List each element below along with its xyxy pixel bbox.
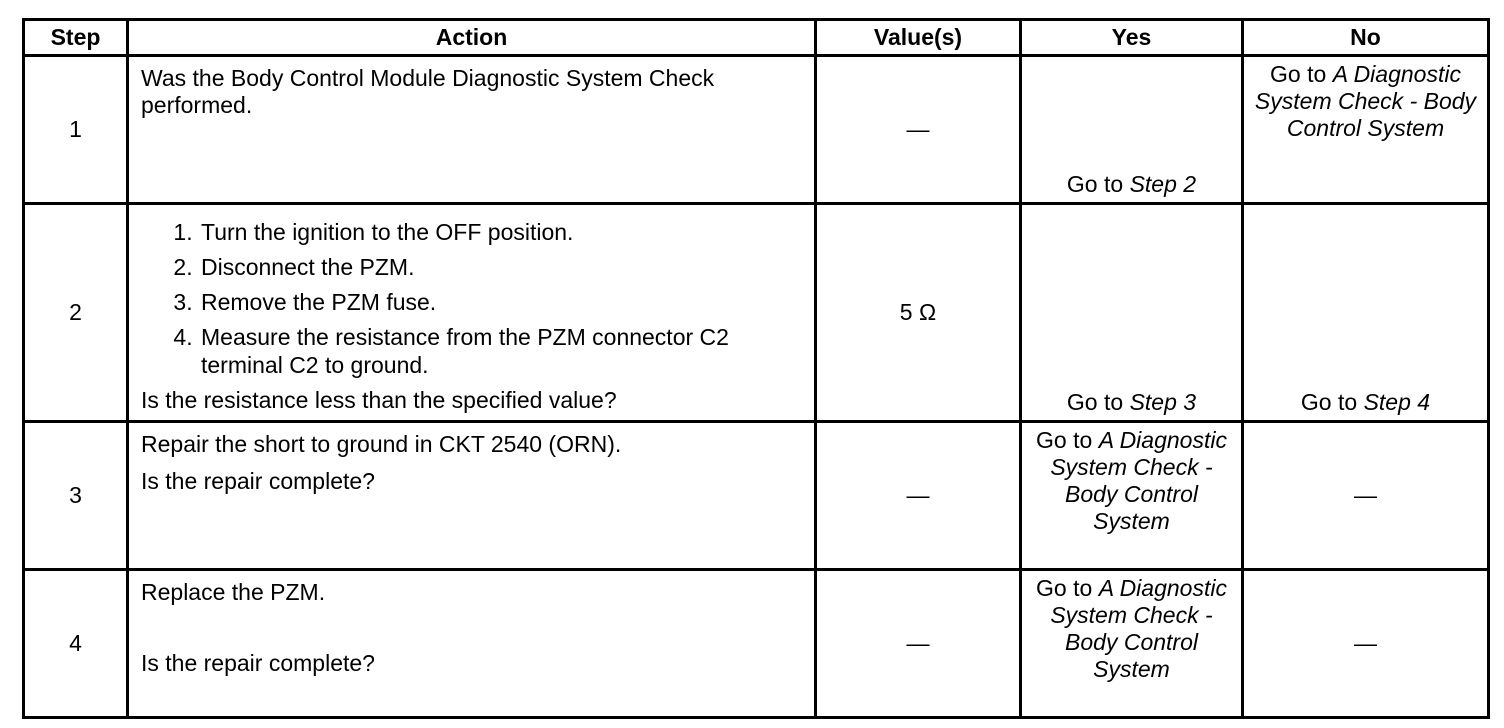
step-number: 2 [24, 204, 128, 422]
action-cell [128, 56, 816, 204]
action-text: Repair the short to ground in CKT 2540 (ORN). [141, 430, 622, 457]
yes-reference: Step 3 [1129, 388, 1197, 415]
yes-prefix: Go to [1036, 574, 1099, 601]
action-question: Is the repair complete? [141, 649, 375, 676]
header-step: Step [24, 20, 128, 56]
step-number: 3 [24, 421, 128, 569]
table-row-step-2 [24, 204, 1489, 422]
yes-prefix: Go to [1036, 426, 1099, 453]
value-text: — [906, 629, 930, 656]
value-text: — [906, 481, 930, 508]
yes-reference: A Diagnostic System Check - Body Control System [1050, 426, 1227, 535]
no-prefix: Go to [1270, 61, 1333, 87]
table-row-step-3 [24, 421, 1489, 569]
table-row-step-4 [24, 569, 1489, 717]
yes-cell [1021, 569, 1243, 717]
yes-cell [1021, 56, 1243, 204]
no-prefix: Go to [1300, 388, 1364, 415]
value-cell [816, 204, 1021, 422]
no-reference: A Diagnostic System Check - Body Control System [1254, 61, 1477, 142]
no-cell [1243, 204, 1489, 422]
header-values: Value(s) [816, 20, 1021, 56]
step-number: 1 [24, 56, 128, 204]
value-text: 5 Ω [899, 298, 937, 325]
substep-item: 4. Measure the resistance from the PZM connector C2 terminal C2 to ground. [199, 324, 802, 378]
substep-item: 1. Turn the ignition to the OFF position. [199, 219, 802, 246]
yes-prefix: Go to [1066, 388, 1130, 415]
action-cell [128, 204, 816, 422]
substep-item: 2. Disconnect the PZM. [199, 254, 802, 281]
value-cell [816, 56, 1021, 204]
value-text: — [906, 115, 930, 142]
yes-cell [1021, 204, 1243, 422]
header-no: No [1243, 20, 1489, 56]
value-cell [816, 421, 1021, 569]
no-text: — [1354, 481, 1377, 508]
action-text: Replace the PZM. [141, 578, 326, 605]
substep-list [141, 219, 802, 387]
table-row-step-1 [24, 56, 1489, 204]
no-cell [1243, 421, 1489, 569]
value-cell [816, 569, 1021, 717]
header-yes: Yes [1021, 20, 1243, 56]
diagnostic-table [22, 18, 1490, 719]
yes-reference: Step 2 [1129, 170, 1197, 197]
no-cell [1243, 569, 1489, 717]
no-reference: Step 4 [1363, 388, 1431, 415]
action-cell [128, 569, 816, 717]
yes-prefix: Go to [1066, 170, 1130, 197]
header-row [24, 20, 1489, 56]
no-cell [1243, 56, 1489, 204]
no-text: — [1354, 629, 1377, 656]
step-number: 4 [24, 569, 128, 717]
header-action: Action [128, 20, 816, 56]
action-question: Is the repair complete? [141, 467, 375, 494]
substep-item: 3. Remove the PZM fuse. [199, 289, 802, 316]
action-question: Is the resistance less than the specified value? [141, 386, 617, 413]
action-cell [128, 421, 816, 569]
yes-reference: A Diagnostic System Check - Body Control System [1050, 574, 1227, 683]
yes-cell [1021, 421, 1243, 569]
action-text: Was the Body Control Module Diagnostic System Check performed. [141, 65, 715, 119]
